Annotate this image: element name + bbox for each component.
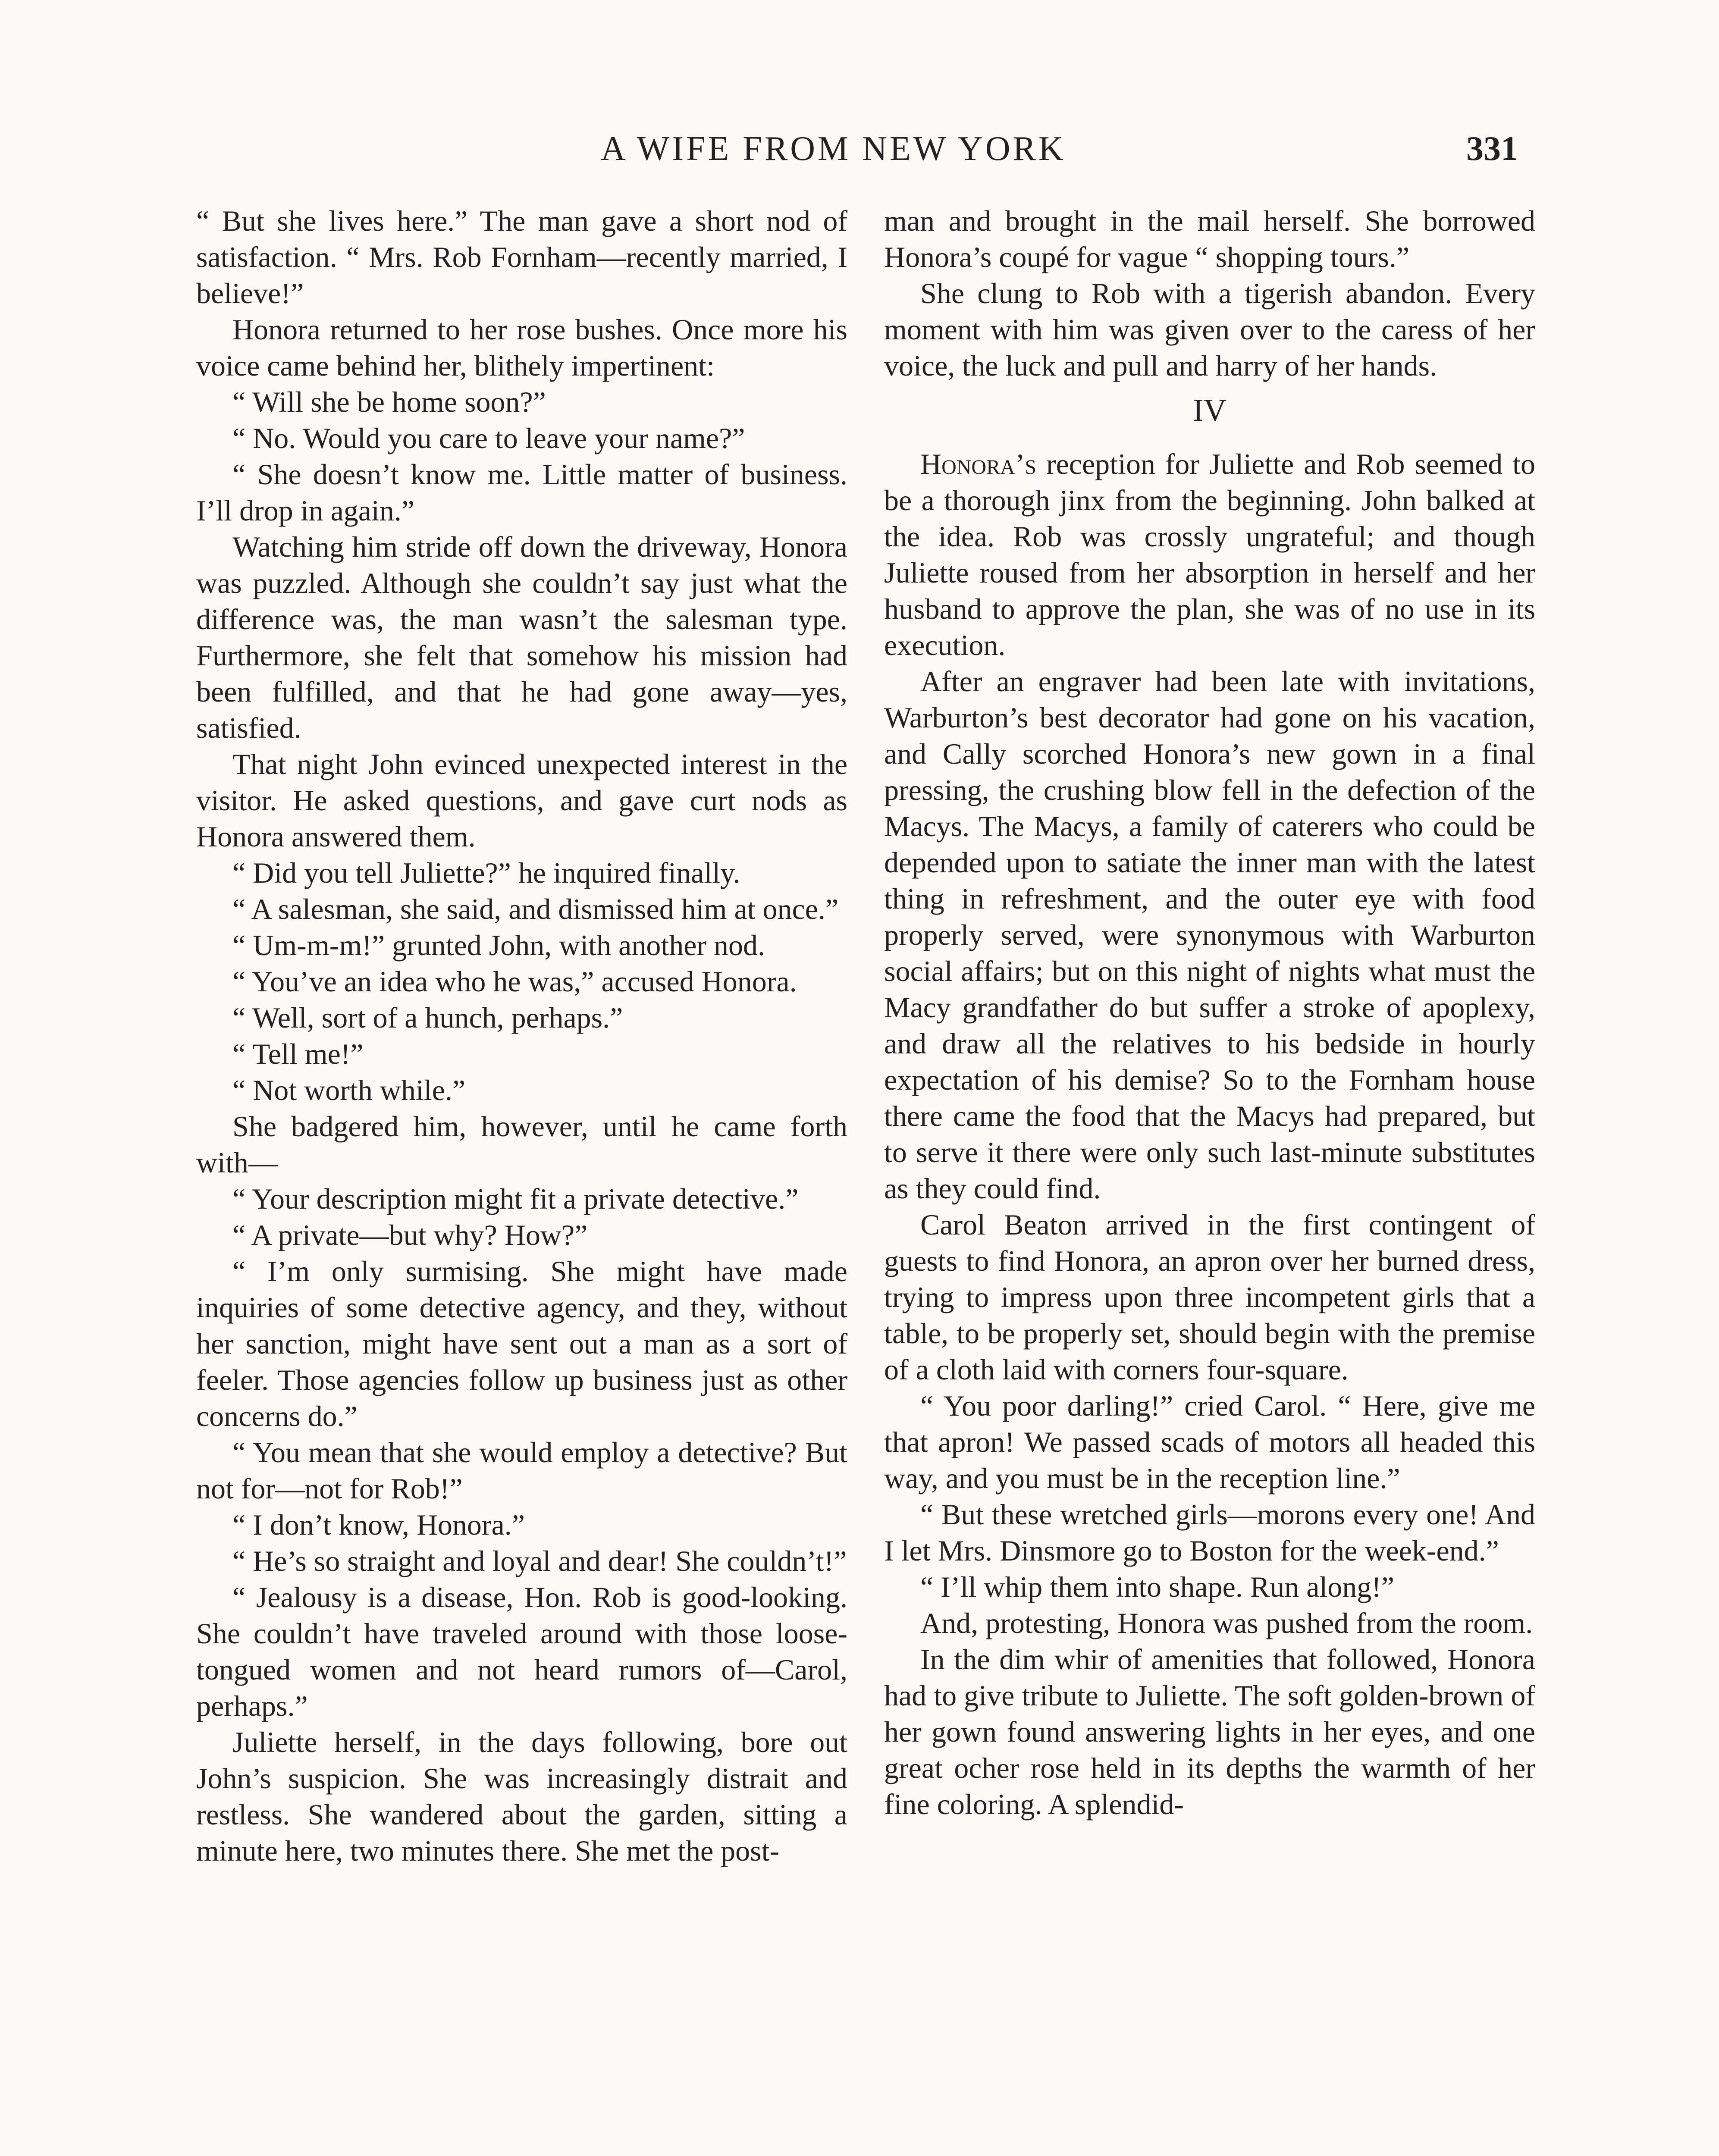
paragraph: “ He’s so straight and loyal and dear! She couldn’t!” <box>232 1545 847 1577</box>
paragraph: “ Um-m-m!” grunted John, with another nod. <box>232 929 765 962</box>
paragraph: “ Tell me!” <box>232 1037 364 1070</box>
paragraph <box>884 446 1535 663</box>
paragraph: “ A private—but why? How?” <box>232 1219 588 1251</box>
paragraph: “ Your description might fit a private detective.” <box>232 1182 799 1215</box>
paragraph: “ You’ve an idea who he was,” accused Honora. <box>232 965 797 998</box>
paragraph: Watching him stride off down the driveway, Honora was puzzled. Although she couldn’t say just what the difference was, the man wasn’t the salesman type. Furthermore, she felt that somehow his mission had been fulfilled, and that he had gone away—yes, satisfied. <box>196 530 847 744</box>
paragraph: “ I’m only surmising. She might have made inquiries of some detective agency, and they, without her sanction, might have sent out a man as a sort of feeler. Those agencies follow up business just as other concerns do.” <box>196 1255 847 1432</box>
running-title: A WIFE FROM NEW YORK <box>601 130 1066 168</box>
paragraph: Honora returned to her rose bushes. Once more his voice came behind her, blithely impertinent: <box>196 313 847 382</box>
paragraph: “ She doesn’t know me. Little matter of business. I’ll drop in again.” <box>196 458 847 527</box>
paragraph: “ Well, sort of a hunch, perhaps.” <box>232 1001 623 1034</box>
paragraph: “ But she lives here.” The man gave a short nod of satisfaction. “ Mrs. Rob Fornham—recently married, I believe!” <box>196 204 847 310</box>
paragraph: “ But these wretched girls—morons every one! And I let Mrs. Dinsmore go to Boston for the week-end.” <box>884 1498 1535 1567</box>
paragraph: She badgered him, however, until he came forth with— <box>196 1110 847 1179</box>
paragraph: That night John evinced unexpected interest in the visitor. He asked questions, and gave curt nods as Honora answered them. <box>196 748 847 853</box>
paragraph: Carol Beaton arrived in the first contingent of guests to find Honora, an apron over her burned dress, trying to impress upon three incompetent girls that a table, to be properly set, should begin with the premise of a cloth laid with corners four-square. <box>884 1208 1535 1386</box>
paragraph: In the dim whir of amenities that followed, Honora had to give tribute to Juliette. The soft golden-brown of her gown found answering lights in her eyes, and one great ocher rose held in its depths the warmth of her fine coloring. A splendid- <box>884 1643 1535 1821</box>
paragraph: “ Will she be home soon?” <box>232 385 546 418</box>
paragraph: “ You mean that she would employ a detective? But not for—not for Rob!” <box>196 1436 847 1505</box>
drop-word: Honora’s <box>920 448 1037 480</box>
paragraph: “ Did you tell Juliette?” he inquired finally. <box>232 856 740 889</box>
paragraph: “ Jealousy is a disease, Hon. Rob is good-looking. She couldn’t have traveled around with those loose-tongued women and not heard rumors of—Carol, perhaps.” <box>196 1581 847 1722</box>
paragraph: Juliette herself, in the days following, bore out John’s suspicion. She was increasingly distrait and restless. She wandered about the garden, sitting a minute here, two minutes there. She met the post- <box>196 1726 847 1867</box>
paragraph: “ A salesman, she said, and dismissed him at once.” <box>232 893 839 925</box>
paragraph: man and brought in the mail herself. She borrowed Honora’s coupé for vague “ shopping tours.” <box>884 204 1535 273</box>
page-header <box>0 129 1719 181</box>
page-number: 331 <box>1466 130 1518 168</box>
right-column <box>884 203 1535 1822</box>
paragraph: And, protesting, Honora was pushed from the room. <box>920 1607 1533 1639</box>
paragraph: “ I’ll whip them into shape. Run along!” <box>920 1570 1395 1603</box>
paragraph: After an engraver had been late with invitations, Warburton’s best decorator had gone on his vacation, and Cally scorched Honora’s new gown in a final pressing, the crushing blow fell in the defection of the Macys. The Macys, a family of caterers who could be depended upon to satiate the inner man with the latest thing in refreshment, and the outer eye with food properly served, were synonymous with Warburton social affairs; but on this night of nights what must the Macy grandfather do but suffer a stroke of apoplexy, and draw all the relatives to his bedside in hourly expectation of his demise? So to the Fornham house there came the food that the Macys had prepared, but to serve it there were only such last-minute substitutes as they could find. <box>884 665 1535 1205</box>
paragraph: “ No. Would you care to leave your name?” <box>232 422 745 454</box>
paragraph: “ You poor darling!” cried Carol. “ Here, give me that apron! We passed scads of motors all headed this way, and you must be in the reception line.” <box>884 1389 1535 1495</box>
paragraph-text: reception for Juliette and Rob seemed to be a thorough jinx from the beginning. John balked at the idea. Rob was crossly ungrateful; and though Juliette roused from her absorption in herself and her husband to approve the plan, she was of no use in its execution. <box>884 448 1535 661</box>
left-column <box>196 203 847 1869</box>
section-heading: IV <box>1192 393 1227 428</box>
paragraph: “ Not worth while.” <box>232 1074 466 1106</box>
paragraph: “ I don’t know, Honora.” <box>232 1508 525 1541</box>
paragraph: She clung to Rob with a tigerish abandon. Every moment with him was given over to the caress of her voice, the luck and pull and harry of her hands. <box>884 277 1535 382</box>
